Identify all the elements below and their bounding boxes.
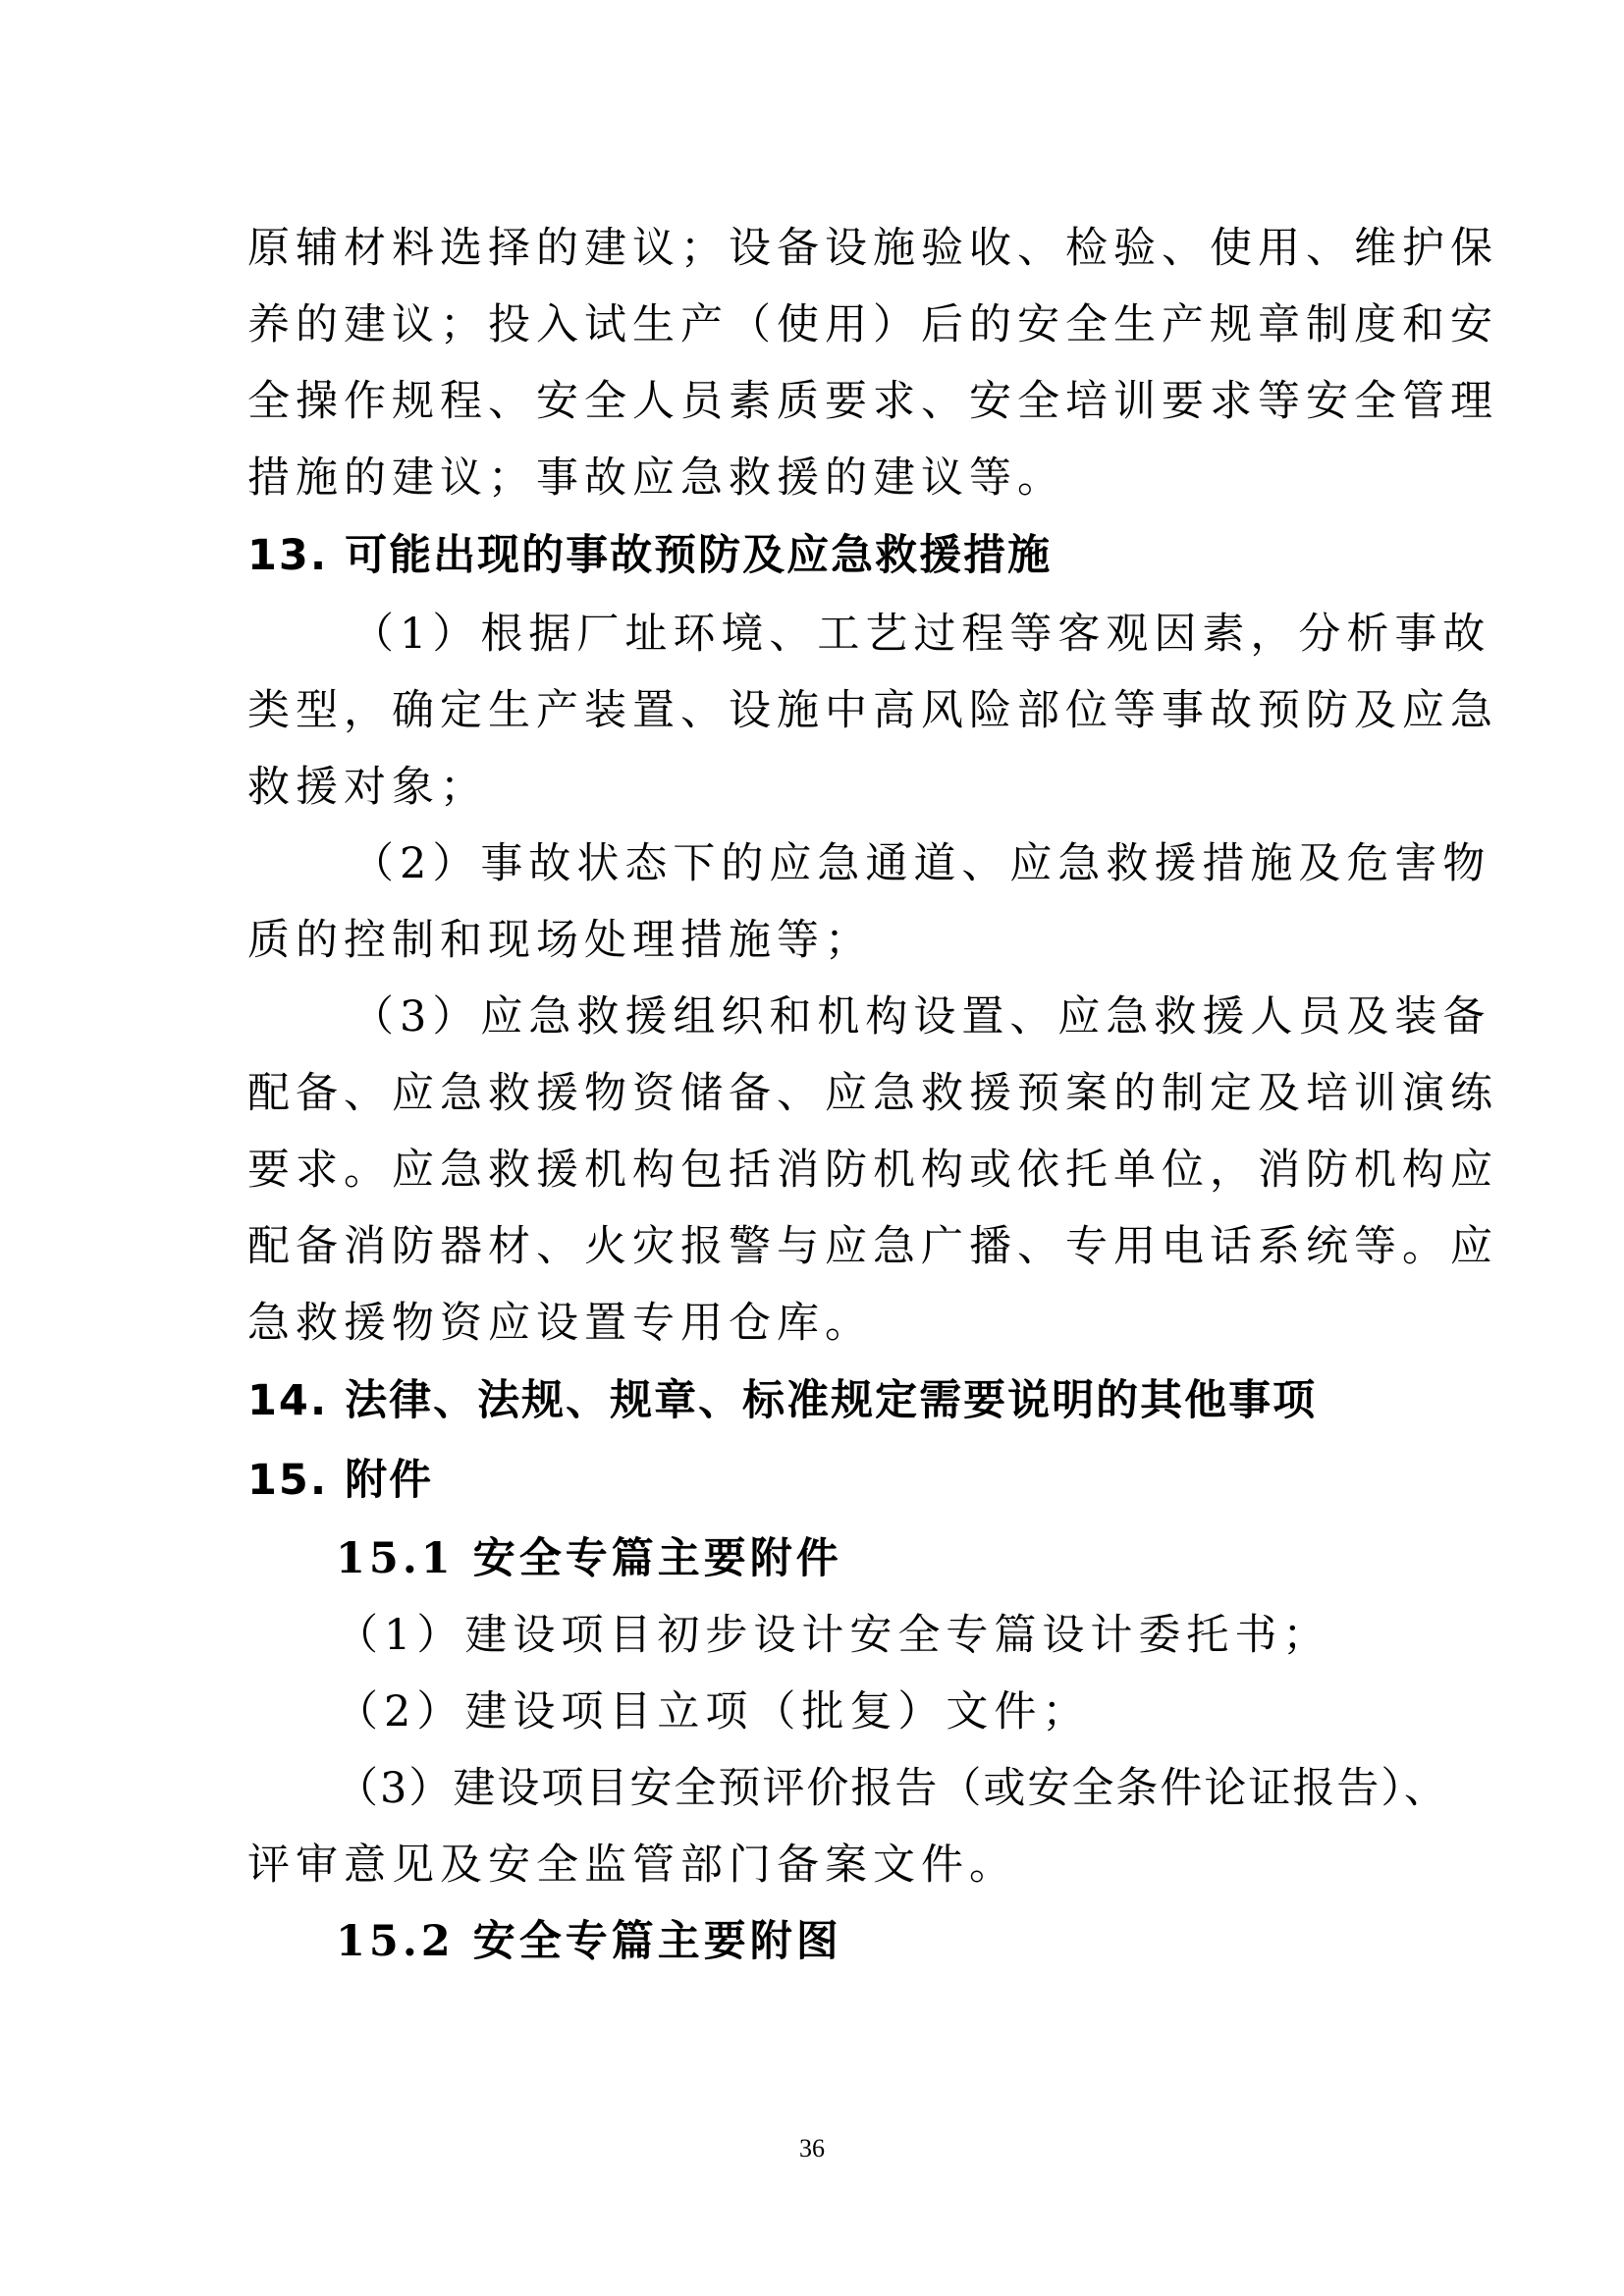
section-13-item-3-line: 配备消防器材、火灾报警与应急广播、专用电话系统等。应 <box>247 1222 1498 1271</box>
section-13-item-3-line: （3）应急救援组织和机构设置、应急救援人员及装备 <box>352 992 1491 1041</box>
section-15-1-item-3-line: （3）建设项目安全预评价报告（或安全条件论证报告）、 <box>336 1764 1448 1813</box>
paragraph-line: 全操作规程、安全人员素质要求、安全培训要求等安全管理 <box>247 377 1498 426</box>
paragraph-line: 原辅材料选择的建议；设备设施验收、检验、使用、维护保 <box>247 224 1498 273</box>
section-15-1-heading: 15.1 安全专篇主要附件 <box>336 1534 842 1583</box>
section-13-item-2-line: 质的控制和现场处理措施等； <box>247 916 873 965</box>
section-13-heading: 13. 可能出现的事故预防及应急救援措施 <box>247 531 1053 580</box>
section-13-item-3-line: 急救援物资应设置专用仓库。 <box>247 1299 873 1348</box>
page-number: 36 <box>799 2134 825 2163</box>
paragraph-line: 养的建议；投入试生产（使用）后的安全生产规章制度和安 <box>247 300 1498 349</box>
section-14-heading: 14. 法律、法规、规章、标准规定需要说明的其他事项 <box>247 1376 1318 1425</box>
section-13-item-3-line: 配备、应急救援物资储备、应急救援预案的制定及培训演练 <box>247 1069 1498 1118</box>
section-13-item-2-line: （2）事故状态下的应急通道、应急救援措施及危害物 <box>352 839 1491 888</box>
document-body <box>247 210 1498 1980</box>
section-15-1-item-3-line: 评审意见及安全监管部门备案文件。 <box>247 1841 1017 1890</box>
section-15-2-heading: 15.2 安全专篇主要附图 <box>336 1917 842 1966</box>
section-13-item-3-line: 要求。应急救援机构包括消防机构或依托单位，消防机构应 <box>247 1146 1498 1195</box>
section-15-heading: 15. 附件 <box>247 1456 434 1505</box>
paragraph-line: 措施的建议；事故应急救援的建议等。 <box>247 454 1065 503</box>
section-13-item-1-line: （1）根据厂址环境、工艺过程等客观因素，分析事故 <box>352 610 1491 659</box>
section-13-item-1-line: 类型，确定生产装置、设施中高风险部位等事故预防及应急 <box>247 686 1498 735</box>
section-15-1-item-1: （1）建设项目初步设计安全专篇设计委托书； <box>336 1611 1331 1660</box>
section-13-item-1-line: 救援对象； <box>247 763 488 812</box>
section-15-1-item-2: （2）建设项目立项（批复）文件； <box>336 1687 1091 1736</box>
